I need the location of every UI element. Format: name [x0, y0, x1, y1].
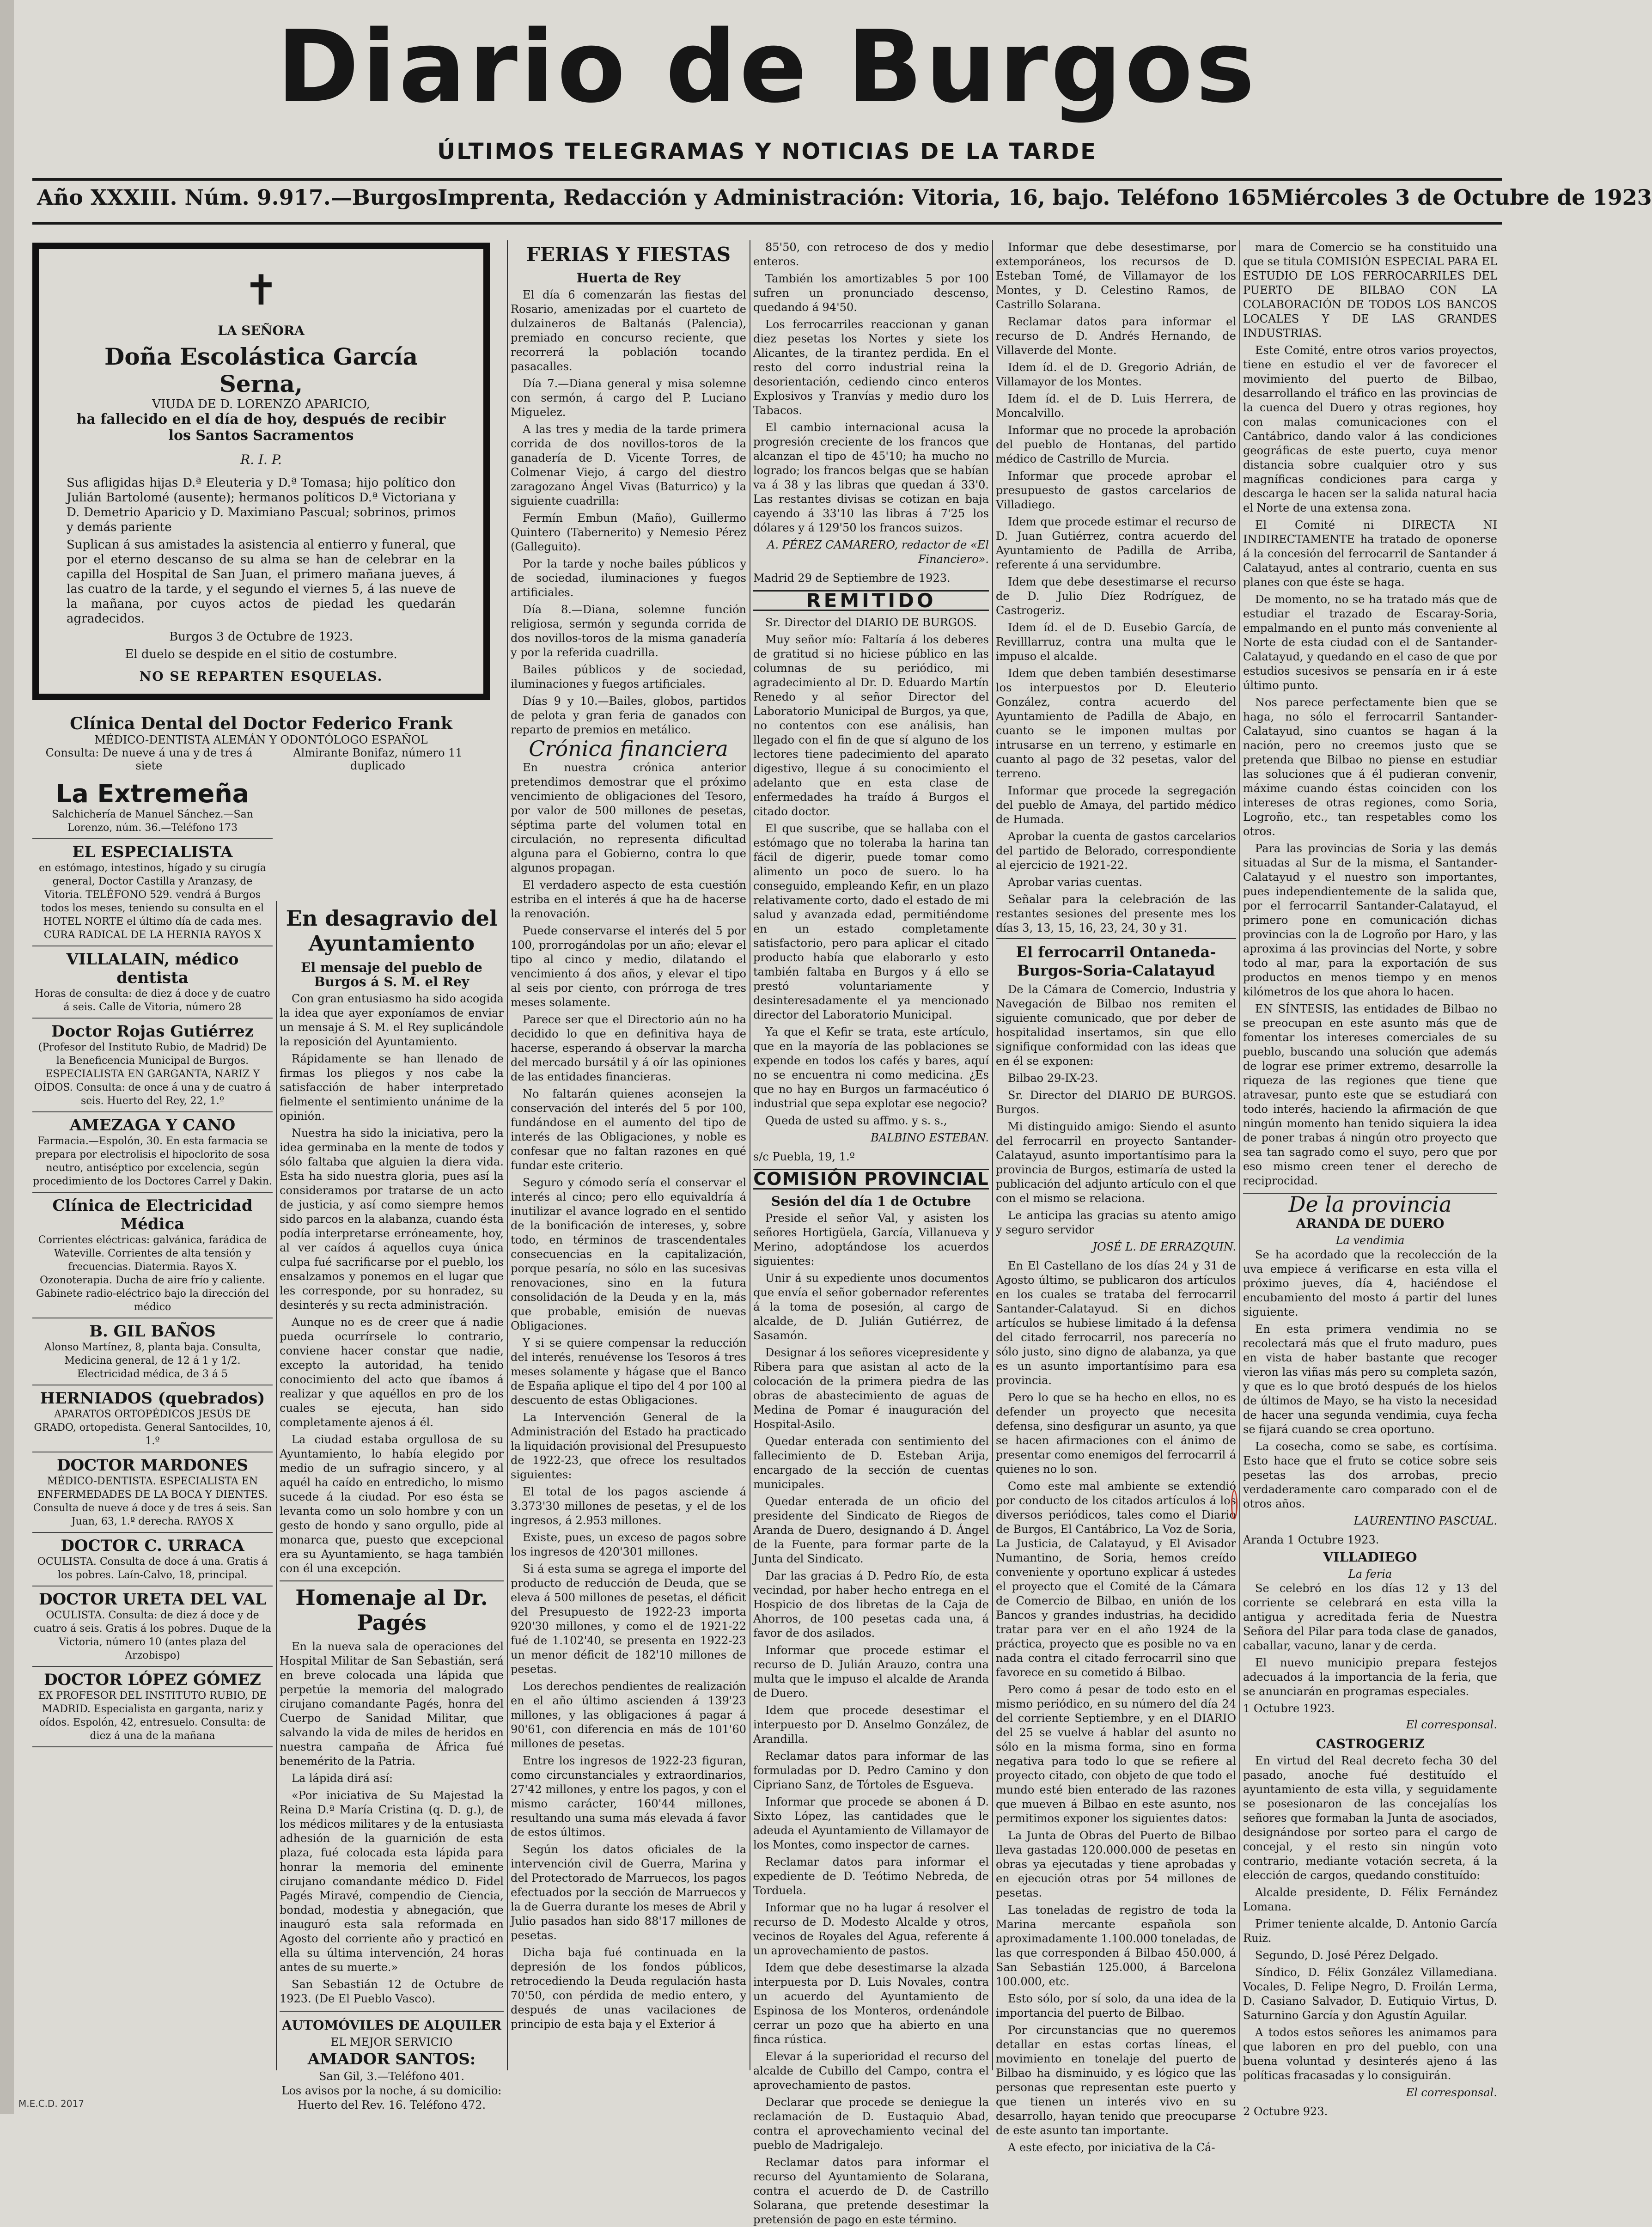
- paragraph: Aprobar varias cuentas.: [1008, 876, 1143, 889]
- ad-title: HERNIADOS (quebrados): [40, 1389, 265, 1408]
- town-heading: VILLADIEGO: [1323, 1550, 1417, 1565]
- obituary-widow: VIUDA DE D. LORENZO APARICIO,: [152, 397, 370, 411]
- paragraph: Según los datos oficiales de la intervención civil de Guerra, Marina y del Protectorado de Marruecos, los pagos efectuados por la sección de Marruecos y la de Guerra durante los meses de Abril y Julio pasados han sido 88'17 millones de pesetas.: [511, 1843, 746, 1942]
- paragraph: A este efecto, por iniciativa de la Cá-: [1008, 2141, 1215, 2154]
- signature: El corresponsal.: [1406, 2086, 1497, 2099]
- ad-item: [32, 839, 273, 946]
- article-subheading: Sesión del día 1 de Octubre: [771, 1194, 971, 1209]
- column-divider: [276, 901, 277, 2070]
- obituary-died: ha fallecido en el día de hoy, después de recibir los Santos Sacramentos: [76, 411, 446, 444]
- obituary-box: [32, 243, 490, 700]
- article-heading: COMISIÓN PROVINCIAL: [753, 1169, 989, 1189]
- paragraph: El que suscribe, que se hallaba con el estómago que no toleraba la harina tan fácil de digerir, puede tomar como alimento un poco de suero. lo ha conseguido, empleando Kefir, en un plazo relativamente corto, dado el estado de mi salud y avanzada edad, permitiéndome en un estado completamente satisfactorio, pero para aplicar el citado producto había que elaborarlo y esto también faltaba en Burgos y á ello se prestó voluntariamente y desinteresadamente el ya mencionado director del Laboratorio Municipal.: [753, 822, 989, 1021]
- obituary-name: Doña Escolástica García Serna,: [104, 343, 418, 397]
- paragraph: El día 6 comenzarán las fiestas del Rosario, amenizadas por el cuarteto de dulzaineros de Baltanás (Palencia), premiado en concurso reciente, que recorrerá la población tocando pasacalles.: [511, 288, 746, 373]
- paragraph: Parece ser que el Directorio aún no ha decidido lo que en definitiva haya de hacerse, esperando á observar la marcha del mercado bursátil y á oír las opiniones de las entidades financieras.: [511, 1013, 746, 1083]
- column-divider: [992, 240, 993, 2070]
- paragraph: Idem que deben también desestimarse los interpuestos por D. Eleuterio González, contra acuerdo del Ayuntamiento de Padilla de Abajo, en cuanto se le imponen multas por intrusarse en un terreno, y estimarle en cuanto al pago de 32 pesetas, valor del terreno.: [996, 667, 1236, 780]
- paragraph: El cambio internacional acusa la progresión creciente de los francos que alcanzan el tipo de 45'10; ha mucho no logrado; los francos belgas que se habían va á 38 y las libras que quedan á 33'0. Las restantes divisas se cotizan en baja cayendo á 33'10 las libras á 7'25 los dólares y á 129'50 los francos suizos.: [753, 421, 989, 534]
- paragraph: Informar que procede la segregación del pueblo de Amaya, del partido médico de Humada.: [996, 784, 1236, 826]
- paragraph: Con gran entusiasmo ha sido acogida la idea que ayer exponíamos de enviar un mensaje á S. M. el Rey suplicándole la reposición del Ayuntamiento.: [280, 992, 504, 1048]
- obituary-request: Suplican á sus amistades la asistencia al entierro y funeral, que por el eterno descanso de su alma se han de celebrar en la capilla del Hospital de San Juan, el primero mañana jueves, á las cuatro de la tarde, y el segundo el viernes 5, á las nueve de la mañana, por cuyos actos de piedad les quedarán agradecidos.: [67, 538, 456, 626]
- ad-item: [32, 1452, 273, 1533]
- obituary-place-date: Burgos 3 de Octubre de 1923.: [169, 630, 353, 644]
- car-hire-ad: [280, 2011, 504, 2112]
- column-ferias-cronica: [511, 240, 746, 2070]
- paragraph: Bilbao 29-IX-23.: [1008, 1072, 1098, 1085]
- paragraph: Reclamar datos para informar el expediente de D. Teótimo Nebreda, de Torduela.: [753, 1855, 989, 1897]
- article-heading: FERIAS Y FIESTAS: [526, 243, 731, 266]
- town-heading: CASTROGERIZ: [1316, 1736, 1425, 1751]
- paragraph: Quedar enterada de un oficio del presidente del Sindicato de Riegos de Aranda de Duero, designando á D. Ángel de la Fuente, para formar parte de la Junta del Sindicato.: [753, 1495, 989, 1565]
- dental-ad-title: Clínica Dental del Doctor Federico Frank: [70, 714, 452, 733]
- town-subheading: La vendimia: [1335, 1234, 1405, 1247]
- header-rule-top: [32, 178, 1502, 181]
- article-heading: Crónica financiera: [529, 736, 728, 761]
- paragraph: El verdadero aspecto de esta cuestión estriba en el interés á que ha de hacerse la renovación.: [511, 879, 746, 920]
- paragraph: Informar que no procede la aprobación del pueblo de Hontanas, del partido médico de Castrillo de Murcia.: [996, 424, 1236, 465]
- paragraph: El nuevo municipio prepara festejos adecuados á la importancia de la feria, que se anunciarán en programas especiales.: [1243, 1656, 1497, 1698]
- paragraph: En nuestra crónica anterior pretendimos demostrar que el próximo vencimiento de obligaciones del Tesoro, por valor de 500 millones de pesetas, séptima parte del volumen total en circulación, no representa dificultad alguna para el Gobierno, contra lo que algunos propagan.: [511, 761, 746, 874]
- paragraph: Puede conservarse el interés del 5 por 100, prorrogándolas por un año; elevar el tipo al cinco y medio, dilatando el vencimiento á dos años, y elevar el tipo al seis por ciento, con prórroga de tres meses solamente.: [511, 924, 746, 1009]
- car-ad-sub: EL MEJOR SERVICIO: [330, 2036, 453, 2049]
- ad-body: Salchichería de Manuel Sánchez.—San Lorenzo, núm. 36.—Teléfono 173: [52, 809, 253, 834]
- paragraph: Las toneladas de registro de toda la Marina mercante española son aproximadamente 1.100.000 toneladas, de las que corresponden á Bilbao 450.000, á San Sebastián 125.000, á Barcelona 100.000, etc.: [996, 1904, 1236, 1988]
- car-ad-addr: San Gil, 3.—Teléfono 401.: [318, 2070, 465, 2083]
- obituary-la-senora: LA SEÑORA: [218, 323, 305, 338]
- article-heading: El ferrocarril Ontaneda-Burgos-Soria-Calatayud: [996, 938, 1236, 980]
- dental-ad-hours: Consulta: De nueve á una y de tres á siete: [45, 746, 253, 772]
- ad-body: Farmacia.—Espolón, 30. En esta farmacia se prepara por electrolisis el hipoclorito de sosa neutro, antiséptico por excelencia, según procedimiento de los Doctores Carrel y Dakin.: [33, 1135, 272, 1187]
- paragraph: En esta primera vendimia no se recolectará más que el fruto maduro, pues en vista de haber bastante que recoger vieron las viñas más pero su completa sazón, y que es lo que brotó después de los hielos de últimos de Mayo, se ha visto la necesidad de hacer una segunda vendimia, cuya fecha se fijará cuando se crea oportuno.: [1243, 1323, 1497, 1436]
- dental-ad-line: MÉDICO-DENTISTA ALEMÁN Y ODONTÓLOGO ESPAÑOL: [94, 733, 428, 746]
- paragraph: Nos parece perfectamente bien que se haga, no sólo el ferrocarril Santander-Calatayud, sino cuantos se hagan á la nación, pero no creemos justo que se pretenda que Bilbao no piense en estudiar las soluciones que á él pudieran convenir, máxime cuando éstas coinciden con los intereses de otras regiones, como Soria, Logroño, etc., tan respetables como los otros.: [1243, 696, 1497, 838]
- ad-item: [32, 1318, 273, 1385]
- ad-body: MÉDICO-DENTISTA. ESPECIALISTA EN ENFERMEDADES DE LA BOCA Y DIENTES. Consulta de nueve á doce y de tres á seis. San Juan, 63, 1.º derecha. RAYOS X: [33, 1476, 272, 1527]
- paragraph: Si á esta suma se agrega el importe del producto de reducción de Deuda, que se eleva á 500 millones de pesetas, el déficit del Presupuesto de 1922-23 importa 920'30 millones, y como el de 1921-22 fué de 1.102'40, se presenta en 1922-23 un menor déficit de 182'10 millones de pesetas.: [511, 1562, 746, 1676]
- ad-title: AMEZAGA Y CANO: [69, 1116, 236, 1135]
- article-heading: En desagravio del Ayuntamiento: [286, 906, 498, 956]
- paragraph: San Sebastián 12 de Octubre de 1923. (De El Pueblo Vasco).: [280, 1978, 504, 2005]
- car-ad-note: Los avisos por la noche, á su domicilio: Huerto del Rev. 16. Teléfono 472.: [281, 2084, 502, 2111]
- paragraph: Reclamar datos para informar de las formuladas por D. Pedro Camino y don Cipriano Sanz, de Tórtoles de Esgueva.: [753, 1750, 989, 1791]
- masthead-title: Diario de Burgos: [276, 9, 1258, 125]
- paragraph: Señalar para la celebración de las restantes sesiones del presente mes los días 3, 13, 15, 16, 23, 24, 30 y 31.: [996, 893, 1236, 934]
- paragraph: Entre los ingresos de 1922-23 figuran, como circunstanciales y extraordinarios, 27'42 millones, y entre los pagos, y con el mismo carácter, 160'44 millones, resultando una suma más elevada á favor de estos últimos.: [511, 1754, 746, 1839]
- paragraph: Idem que debe desestimarse la alzada interpuesta por D. Luis Novales, contra un acuerdo del Ayuntamiento de Espinosa de los Monteros, ordenándole cerrar un pozo que ha abierto en una finca rústica.: [753, 1961, 989, 2046]
- paragraph: Días 9 y 10.—Bailes, globos, partidos de pelota y gran feria de ganados con reparto de premios en metálico.: [511, 695, 746, 736]
- dateline-text: 2 Octubre 923.: [1243, 2105, 1328, 2118]
- ad-item: [32, 1586, 273, 1667]
- ad-body: en estómago, intestinos, hígado y su cirugía general, Doctor Castilla y Aranzasy, de Vitoria. TELÉFONO 529. vendrá á Burgos todos los meses, teniendo su consulta en el HOTEL NORTE el último día de cada mes. CURA RADICAL DE LA HERNIA RAYOS X: [39, 862, 266, 941]
- paragraph: Ya que el Kefir se trata, este artículo, que en la mayoría de las poblaciones se expende en todos los cafés y bares, aquí no se encuentra ni como medicina. ¿Es que no hay en Burgos un farmacéutico ó industrial que sepa explotar ese negocio?: [753, 1025, 989, 1110]
- signature: A. PÉREZ CAMARERO, redactor de «El Financiero».: [767, 538, 989, 566]
- column-ferrocarril: [996, 240, 1236, 2154]
- paragraph: Se ha acordado que la recolección de la uva empiece á verificarse en esta villa el próximo jueves, día 4, haciéndose el encubamiento del mosto á partir del lunes siguiente.: [1243, 1248, 1497, 1318]
- column-remitido-comision: [753, 240, 989, 2226]
- paragraph: Declarar que procede se deniegue la reclamación de D. Eustaquio Abad, contra el aprovechamiento vecinal del pueblo de Madrigalejo.: [753, 2096, 989, 2152]
- paragraph: Se celebró en los días 12 y 13 del corriente se celebrará en esta villa la antigua y acreditada feria de Nuestra Señora del Pilar para toda clase de ganados, caballar, vacuno, lanar y de cerda.: [1243, 1582, 1497, 1652]
- ad-body: OCULISTA. Consulta: de diez á doce y de cuatro á seis. Gratis á los pobres. Duque de la Victoria, número 10 (antes plaza del Arzobispo): [33, 1610, 272, 1661]
- paragraph: Unir á su expediente unos documentos que envía el señor gobernador referentes á la toma de posesión, al cargo de alcalde, de D. Julián Gutiérrez, de Sasamón.: [753, 1272, 989, 1342]
- paragraph: De momento, no se ha tratado más que de estudiar el trazado de Escaray-Soria, empalmando en el punto más conveniente al Norte de esta ciudad con el de Santander-Calatayud, y quedando en el caso de que por estudios sucesivos se pensaría en ir á este último punto.: [1243, 593, 1497, 692]
- car-ad-title: AUTOMÓVILES DE ALQUILER: [281, 2018, 502, 2033]
- ad-body: (Profesor del Instituto Rubio, de Madrid) De la Beneficencia Municipal de Burgos. ESPECIALISTA EN GARGANTA, NARIZ Y OÍDOS. Consulta: de once á una y de cuatro á seis. Huerto del Rey, 22, 1.º: [34, 1042, 271, 1107]
- paragraph: A las tres y media de la tarde primera corrida de dos novillos-toros de la ganadería de D. Vicente Torres, de Colmenar Viejo, á cargo del diestro zaragozano Ángel Vivas (Baturrico) y la siguiente cuadrilla:: [511, 423, 746, 507]
- ad-body: Corrientes eléctricas: galvánica, farádica de Wateville. Corrientes de alta tensión y frecuencias. Diatermia. Rayos X. Ozonoterapia. Ducha de aire frío y caliente. Gabinete radio-eléctrico bajo la dirección del médico: [36, 1234, 269, 1313]
- paragraph: Informar que procede se abonen á D. Sixto López, las cantidades que le adeuda el Ayuntamiento de Villamayor de los Montes, como inspector de carnes.: [753, 1795, 989, 1851]
- paragraph: La cosecha, como se sabe, es cortísima. Esto hace que el fruto se cotice sobre seis pesetas las dos arrobas, precio verdaderamente caro comparado con el de otros años.: [1243, 1440, 1497, 1510]
- issue-date: Miércoles 3 de Octubre de 1923: [1270, 185, 1652, 210]
- paragraph: Idem que procede desestimar el interpuesto por D. Anselmo González, de Arandilla.: [753, 1704, 989, 1745]
- paragraph: «Por iniciativa de Su Majestad la Reina D.ª María Cristina (q. D. g.), de los médicos militares y de la entusiasta adhesión de la guarnición de esta plaza, fué colocada esta lápida para honrar la memoria del eminente cirujano comandante médico D. Fidel Pagés Miravé, compendio de Ciencia, bondad, modestia y abnegación, que inauguró esta sala reformada en Agosto del corriente año y practicó en ella su última intervención, 24 horas antes de su muerte.»: [280, 1789, 504, 1974]
- paragraph: Día 8.—Diana, solemne función religiosa, sermón y segunda corrida de dos novillos-toros de la misma ganadería y por la referida cuadrilla.: [511, 603, 746, 659]
- paragraph: En virtud del Real decreto fecha 30 del pasado, anoche fué destituído el ayuntamiento de esta villa, y seguidamente se posesionaron de las concejalías los señores que formaban la Junta de asociados, designándose por sorteo para el cargo de concejal, y el resto sin ningún voto contrario, mediante votación secreta, á la elección de cargos, quedando constituído:: [1243, 1754, 1497, 1882]
- paragraph: Sr. Director del DIARIO DE BURGOS. Burgos.: [996, 1089, 1236, 1116]
- paragraph: Aprobar la cuenta de gastos carcelarios del partido de Belorado, correspondiente al ejercicio de 1921-22.: [996, 830, 1236, 872]
- signature: El corresponsal.: [1406, 1718, 1497, 1731]
- ad-title: Doctor Rojas Gutiérrez: [51, 1022, 254, 1041]
- paragraph: Mi distinguido amigo: Siendo el asunto del ferrocarril en proyecto Santander-Calatayud, asunto importantísimo para la provincia de Burgos, estimaría de usted la publicación del adjunto artículo con el que con el mismo se relaciona.: [996, 1120, 1236, 1205]
- paragraph: Para las provincias de Soria y las demás situadas al Sur de la misma, el Santander-Calatayud y el nuestro son importantes, pues independientemente de la salida que, por el ferrocarril Santander-Calatayud, el primero pone en comunicación dichas provincias con la de Logroño por Haro, y las aproxima á las provincias del Norte, y sobre todo al mar, para la exportación de sus productos en menos tiempo y en menos kilómetros de los que ahora lo hacen.: [1243, 842, 1497, 998]
- paragraph: Idem íd. el de D. Luis Herrera, de Moncalvillo.: [996, 392, 1236, 420]
- paragraph: Por circunstancias que no queremos detallar en estas cortas líneas, el movimiento en tonelaje del puerto de Bilbao ha disminuido, y es lógico que las personas que representan este puerto y que tienen un interés vivo en su desarrollo, hayan tenido que preocuparse de este asunto tan importante.: [996, 2024, 1236, 2137]
- ad-body: APARATOS ORTOPÉDICOS JESÚS DE GRADO, ortopedista. General Santocildes, 10, 1.º: [34, 1409, 271, 1447]
- article-subheading: Huerta de Rey: [576, 270, 681, 286]
- cross-icon: ✝: [244, 266, 279, 315]
- ad-item: [32, 946, 273, 1019]
- paragraph: Reclamar datos para informar el recurso de D. Andrés Hernando, de Villaverde del Monte.: [996, 315, 1236, 357]
- address-text: s/c Puebla, 19, 1.º: [753, 1150, 855, 1163]
- paragraph: Pero lo que se ha hecho en ellos, no es defender un proyecto que necesita defensa, sino desfigurar un asunto, ya que se hacen afirmaciones con el ánimo de presentar como enemigos del ferrocarril á quienes no lo son.: [996, 1391, 1236, 1476]
- ad-title: B. GIL BAÑOS: [89, 1322, 216, 1341]
- ad-title: La Extremeña: [55, 779, 250, 808]
- paragraph: Designar á los señores vicepresidente y Ribera para que asistan al acto de la colocación de la primera piedra de las obras de abastecimiento de aguas de Medina de Pomar é inauguración del Hospital-Asilo.: [753, 1346, 989, 1431]
- column-desagravio: [280, 901, 504, 2111]
- masthead-subtitle: ÚLTIMOS TELEGRAMAS Y NOTICIAS DE LA TARDE: [437, 139, 1097, 165]
- ad-item: [32, 1533, 273, 1586]
- imprenta-line: Imprenta, Redacción y Administración: Vitoria, 16, bajo. Teléfono 165: [438, 185, 1271, 210]
- ad-item: [32, 1667, 273, 1747]
- dateline-text: 1 Octubre 1923.: [1243, 1702, 1335, 1715]
- paragraph: Sr. Director del DIARIO DE BURGOS.: [765, 616, 977, 629]
- dental-ad-address: Almirante Bonifaz, número 11 duplicado: [293, 746, 463, 772]
- paragraph: Como este mal ambiente se extendió por conducto de los citados artículos á los diversos periódicos, tales como el Diario de Burgos, El Cantábrico, La Voz de Soria, La Justicia, de Calatayud, y El Avisador Numantino, de Soria, hemos creído conveniente y oportuno explicar á ustedes el proyecto que el Comité de la Cámara de Comercio de Bilbao, en unión de los Bancos y grandes industrias, ha decidido tratar para ver en el año 1924 de la práctica, proyecto que es posible no va en nada contra el citado ferrocarril sino que favorece en su cometido á Bilbao.: [996, 1480, 1236, 1679]
- ad-title: DOCTOR URETA DEL VAL: [39, 1590, 266, 1609]
- paragraph: Los derechos pendientes de realización en el año último ascienden á 139'23 millones, y las obligaciones á pagar á 90'61, con diferencia en más de 101'60 millones de pesetas.: [511, 1680, 746, 1750]
- obituary-no-esquelas: NO SE REPARTEN ESQUELAS.: [139, 669, 383, 684]
- paragraph: Quedar enterada con sentimiento del fallecimiento de D. Esteban Arija, encargado de la sección de cuentas municipales.: [753, 1435, 989, 1491]
- paragraph: De la Cámara de Comercio, Industria y Navegación de Bilbao nos remiten el siguiente comunicado, que por deber de hospitalidad insertamos, sin que ello signifique conformidad con las ideas que en él se exponen:: [996, 983, 1236, 1068]
- ad-title: Clínica de Electricidad Médica: [52, 1196, 253, 1233]
- ad-item: [32, 1112, 273, 1193]
- paragraph: El Comité ni DIRECTA NI INDIRECTAMENTE ha tratado de oponerse á la concesión del ferrocarril de Santander á Calatayud, antes al contrario, cuenta en sus planes con que éste se haga.: [1243, 519, 1497, 589]
- paragraph: En la nueva sala de operaciones del Hospital Militar de San Sebastián, será en breve colocada una lápida que perpetúe la memoria del malogrado cirujano comandante Pagés, honra del Cuerpo de Sanidad Militar, que salvando la vida de miles de heridos en nuestra campaña de África fué benemérito de la Patria.: [280, 1640, 504, 1768]
- paragraph: Nuestra ha sido la iniciativa, pero la idea germinaba en la mente de todos y sólo faltaba que alguien la diera vida. Esta ha sido nuestra gloria, pues así la consideramos por tratarse de un acto de justicia, y así como siempre hemos sido parcos en la alabanza, cuando ésta podía interpretarse erróneamente, hoy, al ver caídos á aquellos cuya única culpa fué sacrificarse por el pueblo, los ensalzamos y ponemos en el lugar que les corresponde, por su honradez, su desinterés y su recta administración.: [280, 1127, 504, 1312]
- paragraph: Informar que procede estimar el recurso de D. Julián Arauzo, contra una multa que le impuso el alcalde de Aranda de Duero.: [753, 1644, 989, 1700]
- ad-item: [32, 1385, 273, 1452]
- paragraph: Informar que no ha lugar á resolver el recurso de D. Modesto Alcalde y otros, vecinos de Royales del Agua, referente á un aprovechamiento de pastos.: [753, 1901, 989, 1957]
- dateline-text: Aranda 1 Octubre 1923.: [1243, 1533, 1379, 1546]
- ad-body: OCULISTA. Consulta de doce á una. Gratis á los pobres. Laín-Calvo, 18, principal.: [37, 1556, 268, 1581]
- column-divider: [507, 240, 508, 2070]
- paragraph: La Intervención General de la Administración del Estado ha practicado la liquidación provisional del Presupuesto de 1922-23, que ofrece los resultados siguientes:: [511, 1411, 746, 1481]
- page-edge: [0, 0, 14, 2114]
- paragraph: Dicha baja fué continuada en la depresión de los fondos públicos, retrocediendo la Deuda regulación hasta 70'50, con pérdida de medio entero, y después de unas vacilaciones de principio de esta baja y el Exterior á: [511, 1946, 746, 2031]
- ad-title: DOCTOR LÓPEZ GÓMEZ: [44, 1671, 261, 1689]
- paragraph: Día 7.—Diana general y misa solemne con sermón, á cargo del P. Luciano Miguelez.: [511, 377, 746, 419]
- paragraph: Informar que procede aprobar el presupuesto de gastos carcelarios de Villadiego.: [996, 470, 1236, 511]
- ad-body: Alonso Martínez, 8, planta baja. Consulta, Medicina general, de 12 á 1 y 1/2. Electricidad médica, de 3 á 5: [44, 1342, 261, 1380]
- paragraph: Fermín Embun (Maño), Guillermo Quintero (Tabernerito) y Nemesio Pérez (Galleguito).: [511, 512, 746, 553]
- paragraph: La Junta de Obras del Puerto de Bilbao lleva gastadas 120.000.000 de pesetas en obras ya ejecutadas y tiene aprobadas y en ejecución otras por 54 millones de pesetas.: [996, 1829, 1236, 1899]
- obituary-rip: R. I. P.: [240, 452, 282, 467]
- ad-item: [32, 1019, 273, 1112]
- ad-title: DOCTOR C. URRACA: [61, 1537, 244, 1555]
- obituary-duel: El duelo se despide en el sitio de costumbre.: [125, 647, 397, 661]
- paragraph: Informar que debe desestimarse, por extemporáneos, los recursos de D. Esteban Tomé, de Villamayor de los Montes, y D. Celestino Ramos, de Castrillo Solarana.: [996, 241, 1236, 311]
- ad-item: [32, 776, 273, 839]
- dental-clinic-ad: [32, 714, 490, 772]
- paragraph: 85'50, con retroceso de dos y medio enteros.: [753, 241, 989, 268]
- ad-title: EL ESPECIALISTA: [72, 843, 233, 861]
- paragraph: También los amortizables 5 por 100 sufren un pronunciado descenso, quedando á 94'50.: [753, 272, 989, 314]
- paragraph: Seguro y cómodo sería el conservar el interés al cinco; pero ello equivaldría á inutilizar el avance logrado en el sentido de la bonificación de intereses, y, sobre todo, en términos de trascendentales consecuencias en la capitalización, porque pesaría, no sólo en las sucesivas renovaciones, sino en la futura consolidación de la Deuda y en la, más que probable, emisión de nuevas Obligaciones.: [511, 1176, 746, 1332]
- article-heading: REMITIDO: [753, 590, 989, 611]
- paragraph: Reclamar datos para informar el recurso del Ayuntamiento de Solarana, contra el acuerdo de D. de Castrillo Solarana, que pretende desestimar la pretensión de pago en este término.: [753, 2156, 989, 2226]
- footer-credit: M.E.C.D. 2017: [18, 2098, 84, 2109]
- ad-title: VILLALAIN, médico dentista: [66, 950, 239, 987]
- ad-item: [32, 1193, 273, 1318]
- paragraph: Alcalde presidente, D. Félix Fernández Lomana.: [1243, 1886, 1497, 1913]
- article-heading: De la provincia: [1243, 1193, 1497, 1212]
- column-divider: [1239, 240, 1240, 2070]
- ad-body: EX PROFESOR DEL INSTITUTO RUBIO, DE MADRID. Especialista en garganta, nariz y oídos. Espolón, 42, entresuelo. Consulta: de diez á una de la mañana: [38, 1690, 267, 1742]
- paragraph: El total de los pagos asciende á 3.373'30 millones de pesetas, y el de los ingresos, á 2.953 millones.: [511, 1485, 746, 1527]
- ad-title: DOCTOR MARDONES: [56, 1456, 249, 1475]
- article-heading: Homenaje al Dr. Pagés: [280, 1580, 504, 1635]
- dental-ad-details: [32, 746, 490, 772]
- town-heading: ARANDA DE DUERO: [1296, 1216, 1445, 1231]
- paragraph: Dar las gracias á D. Pedro Río, de esta vecindad, por haber hecho entrega en el Hospicio de dos libretas de la Caja de Ahorros, de 100 pesetas cada una, á favor de dos asilados.: [753, 1569, 989, 1640]
- ad-body: Horas de consulta: de diez á doce y de cuatro á seis. Calle de Vitoria, número 28: [35, 988, 270, 1013]
- column-ads: [32, 776, 273, 2070]
- paragraph: La lápida dirá así:: [292, 1772, 393, 1785]
- paragraph: Elevar á la superioridad el recurso del alcalde de Cubillo del Campo, contra el aprovechamiento de pastos.: [753, 2050, 989, 2092]
- paragraph: Pero como á pesar de todo esto en el mismo periódico, en su número del día 24 del corriente Septiembre, y en el DIARIO del 25 se vuelve á hablar del asunto no sólo en la misma forma, sino en forma negativa para todo lo que se refiere al proyecto citado, con objeto de que todo el mundo esté bien enterado de las razones que mueven á Bilbao en este asunto, nos permitimos exponer los siguientes datos:: [996, 1683, 1236, 1825]
- town-subheading: La feria: [1348, 1568, 1392, 1580]
- issue-number: Año XXXIII. Núm. 9.917.—Burgos: [37, 185, 438, 210]
- dateline-text: Madrid 29 de Septiembre de 1923.: [753, 572, 951, 585]
- signature: BALBINO ESTEBAN.: [871, 1131, 989, 1144]
- paragraph: Primer teniente alcalde, D. Antonio García Ruiz.: [1243, 1917, 1497, 1945]
- paragraph: Preside el señor Val, y asisten los señores Hortigüela, García, Villanueva y Merino, adoptándose los acuerdos siguientes:: [753, 1212, 989, 1268]
- paragraph: Aunque no es de creer que á nadie pueda ocurrírsele lo contrario, conviene hacer constar que nadie, excepto la autoridad, ha tenido conocimiento del acto que íbamos á realizar y que aquéllos en pro de los cuales se ejecuta, han sido completamente ajenos á él.: [280, 1316, 504, 1429]
- header-rule-bottom: [32, 222, 1502, 225]
- paragraph: Le anticipa las gracias su atento amigo y seguro servidor: [996, 1209, 1236, 1236]
- column-provincia: [1243, 240, 1497, 2118]
- signature: LAURENTINO PASCUAL.: [1353, 1514, 1497, 1527]
- paragraph: Y si se quiere compensar la reducción del interés, renuévense los Tesoros á tres meses solamente y hágase que el Banco de España aplique el tipo del 4 por 100 al descuento de estas Obligaciones.: [511, 1336, 746, 1407]
- paragraph: Este Comité, entre otros varios proyectos, tiene en estudio el ver de favorecer el movimiento del puerto de Bilbao, desarrollando el tráfico en las provincias de la cuenca del Duero y otras regiones, hoy con malas comunicaciones con el Cantábrico, dando valor á las condiciones geográficas de este puerto, cuya menor distancia sobre cualquier otro y sus magníficas condiciones para carga y descarga le hacen ser la salida natural hacia el Norte de una extensa zona.: [1243, 344, 1497, 514]
- paragraph: Esto sólo, por sí solo, da una idea de la importancia del puerto de Bilbao.: [996, 1992, 1236, 2020]
- paragraph: Existe, pues, un exceso de pagos sobre los ingresos de 420'301 millones.: [511, 1531, 746, 1558]
- paragraph: La ciudad estaba orgullosa de su Ayuntamiento, lo había elegido por medio de un sufragio sincero, y al aquél ha caído en entredicho, lo mismo sucede á la ciudad. Por eso ésta se levanta como un solo hombre y con un gesto de hondo y sano orgullo, pide al monarca que, puesto que excepcional era su Ayuntamiento, se haga también con él una excepción.: [280, 1433, 504, 1575]
- paragraph: Idem íd. el de D. Eusebio García, de Revilllarruz, contra una multa que le impuso el alcalde.: [996, 621, 1236, 663]
- red-pen-mark: [1231, 1490, 1237, 1519]
- paragraph: Segundo, D. José Pérez Delgado.: [1255, 1949, 1439, 1962]
- obituary-family: Sus afligidas hijas D.ª Eleuteria y D.ª Tomasa; hijo político don Julián Bartolomé (ausente); hermanos políticos D.ª Victoriana y D. Demetrio Aparicio y D. Maximiano Pascual; sobrinos, primos y demás pariente: [67, 476, 456, 534]
- paragraph: EN SÍNTESIS, las entidades de Bilbao no se preocupan en este asunto más que de fomentar los intereses comerciales de su pueblo, buscando una solución que además de lograr ese primer extremo, desarrolle la riqueza de las regiones que tiene que atravesar, punto este que se estudiará con todo interés, haciendo la afirmación de que ningún momento han tenido siquiera la idea de poner trabas á ningún otro proyecto que sea tan sagrado como el suyo, pero que por eso mismo creen tener el derecho de reciprocidad.: [1243, 1002, 1497, 1187]
- paragraph: Idem que debe desestimarse el recurso de D. Julio Díez Rodríguez, de Castrogeriz.: [996, 575, 1236, 617]
- paragraph: Muy señor mío: Faltaría á los deberes de gratitud si no hiciese público en las columnas de su periódico, mi agradecimiento al Dr. D. Eduardo Martín Renedo y al señor Director del Laboratorio Municipal de Burgos, ya que, no contentos con ese análisis, han llegado con el fin de que sí alguno de los lectores tiene padecimiento del aparato digestivo, llegue á su conocimiento el adelanto que en esta clase de enfermedades ha traído á Burgos el citado doctor.: [753, 633, 989, 818]
- paragraph: En El Castellano de los días 24 y 31 de Agosto último, se publicaron dos artículos en los cuales se trataba del ferrocarril Santander-Calatayud. Si en dichos artículos se hubiese limitado á la defensa del citado ferrocarril, nos parecería no sólo justo, sino digno de alabanza, ya que es un asunto importantísimo para esa provincia.: [996, 1259, 1236, 1387]
- paragraph: Los ferrocarriles reaccionan y ganan diez pesetas los Nortes y siete los Alicantes, de la tirantez perdida. En el resto del corro industrial reina la desorientación, cediendo cinco enteros Explosivos y Tranvías y medio duro los Tabacos.: [753, 318, 989, 417]
- paragraph: A todos estos señores les animamos para que laboren en pro del pueblo, con una buena voluntad y desinterés ajeno á las políticas fracasadas y lo consiguirán.: [1243, 2026, 1497, 2082]
- paragraph: Rápidamente se han llenado de firmas los pliegos y nos cabe la satisfacción de haber interpretado fielmente el sentimiento unánime de la opinión.: [280, 1052, 504, 1123]
- paragraph: Bailes públicos y de sociedad, iluminaciones y fuegos artificiales.: [511, 663, 746, 690]
- paragraph: Queda de usted su affmo. y s. s.,: [765, 1114, 947, 1127]
- paragraph: No faltarán quienes aconsejen la conservación del interés del 5 por 100, fundándose en el aumento del tipo de interés de las Obligaciones, y noble es confesar que no faltan razones en qué fundar este criterio.: [511, 1087, 746, 1172]
- signature: JOSÉ L. DE ERRAZQUIN.: [1092, 1240, 1236, 1253]
- car-ad-name: AMADOR SANTOS:: [307, 2050, 476, 2068]
- paragraph: Idem que procede estimar el recurso de D. Juan Gutiérrez, contra acuerdo del Ayuntamiento de Padilla de Arriba, referente á una servidumbre.: [996, 515, 1236, 571]
- dateline: [37, 185, 1652, 210]
- paragraph: mara de Comercio se ha constituido una que se titula COMISIÓN ESPECIAL PARA EL ESTUDIO DE LOS FERROCARRILES DEL PUERTO DE BILBAO CON LA COLABORACIÓN DE TODOS LOS BANCOS LOCALES Y DE LAS GRANDES INDUSTRIAS.: [1243, 241, 1497, 340]
- paragraph: Por la tarde y noche bailes públicos y de sociedad, iluminaciones y fuegos artificiales.: [511, 557, 746, 599]
- paragraph: Síndico, D. Félix González Villamediana. Vocales, D. Felipe Negro, D. Froilán Lerma, D. Casiano Salvador, D. Eutiquio Virtus, D. Saturnino García y don Agustín Aguilar.: [1243, 1966, 1497, 2022]
- paragraph: Idem íd. el de D. Gregorio Adrián, de Villamayor de los Montes.: [996, 361, 1236, 388]
- article-subheading: El mensaje del pueblo de Burgos á S. M. el Rey: [301, 960, 482, 989]
